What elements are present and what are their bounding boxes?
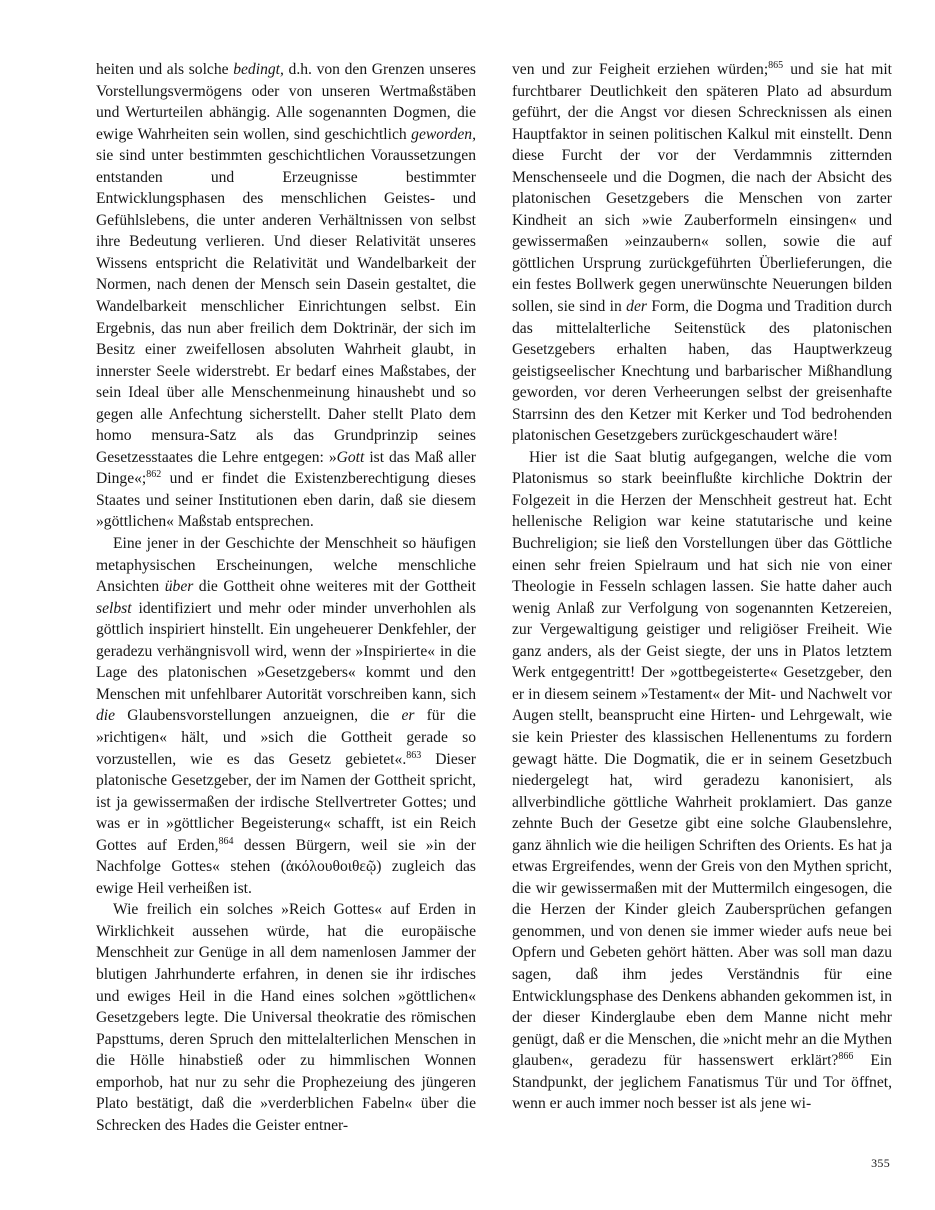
text-span: d.h. von den Grenzen unseres Vorstellungsvermögens oder von unseren Wertmaßstäben und Werturteilen abhängig. Alle sogenannten Dogmen, die ewige Wahrheiten sein wollen, sind geschichtlich [96,61,476,143]
text-span: für die »richtigen« hält, und »sich die Gottheit gerade so vorzustellen, wie es das Gesetz gebietet«. [96,707,476,768]
text-span: ven und zur Feigheit erziehen würden; [512,61,769,78]
emphasis: er [401,707,415,725]
page-number: 355 [871,1156,890,1170]
text-span: dessen Bürgern, weil sie »in der Nachfolge Gottes« stehen (ἀκόλουθοιθεῷ) zugleich das ewige Heil verheißen ist. [96,836,476,897]
text-span: Ein Standpunkt, der jeglichem Fanatismus Tür und Tor öffnet, wenn er auch immer noch besser ist als jene wi- [512,1052,892,1113]
left-column [96,59,476,1136]
emphasis: selbst [96,599,132,617]
footnote-ref: 862 [146,469,162,481]
text-span: sie sind unter bestimmten geschichtlichen Voraussetzungen entstanden und Erzeugnisse bestimmter Entwicklungsphasen des menschlichen Geistes- und Gefühlslebens, die unter anderen Verhältnissen von selbst ihre Bedeutung verlieren. Und dieser Relativität unseres Wissens entspricht die Relativität und Wandelbarkeit der Normen, nach denen der Mensch sein Dasein gestaltet, die Wandelbarkeit menschlicher Einrichtungen selbst. Ein Ergebnis, das nun aber freilich dem Doktrinär, der sich im Besitz einer zweifellosen absoluten Wahrheit glaubt, in innerster Seele widerstrebt. Er bedarf eines Maßstabes, der sein Ideal über alle Menschenmeinung hinaushebt und so gegen alle Anfechtung sicherstellt. Daher stellt Plato dem homo mensura-Satz als das Grundprinzip seines Gesetzesstaates die Lehre entgegen: » [96,147,476,466]
paragraph [96,59,476,533]
text-span: Eine jener in der Geschichte der Menschheit so häufigen metaphysischen Erscheinungen, welche menschliche Ansichten [96,535,476,596]
emphasis: geworden, [411,125,476,143]
paragraph [96,899,476,1136]
text-span: Glaubensvorstellungen anzueignen, die [115,707,402,725]
footnote-ref: 865 [768,60,784,71]
right-column [512,59,892,1115]
footnote-ref: 863 [406,749,422,761]
text-span: Dieser platonische Gesetzgeber, der im Namen der Gottheit spricht, ist ja gewissermaßen der irdische Stellvertreter Gottes; und was er in »göttlicher Begeisterung« schafft, ist ein Reich Gottes auf Erden, [96,750,476,854]
text-span: Hier ist die Saat blutig aufgegangen, welche die vom Platonismus so stark beeinflußte kirchliche Doktrin der Folgezeit in die Herzen der Menschheit gestreut hat. Echt hellenische Religion war keine statutarische und keine Buchreligion; sie ließ den Vorstellungen über das Göttliche einen sehr freien Spielraum und hat sich nie von einer Theologie in Fesseln schlagen lassen. Sie hatte daher auch wenig Anlaß zur Verfolgung von sogenannten Ketzereien, zur Vergewaltigung geistiger und religiöser Freiheit. Wie ganz anders, als der Geist siegte, der uns in Platos letztem Werk entgegentritt! Der »gottbegeisterte« Gesetzgeber, den er in diesem seinem »Testament« der Mit- und Nachwelt vor Augen stellt, beansprucht eine Hirten- und Lehrgewalt, wie sie kein Priester des klassischen Hellenentums zu fordern gewagt hätte. Die Dogmatik, die er in seinem Gesetzbuch niedergelegt hat, wird geradezu kanonisiert, als allverbindliche göttliche Wahrheit proklamiert. Das ganze zehnte Buch der Gesetze gibt eine solche Glaubenslehre, ganz ähnlich wie die heiligen Schriften des Orients. Es hat ja etwas Ergreifendes, wenn der Greis von den Mythen spricht, die wir gewissermaßen mit der Muttermilch eingesogen, die die Herzen der Kinder gleich Zaubersprüchen gefangen genommen, und von denen sie immer wieder aufs neue bei Opfern und Gebeten gehört hätten. Aber was soll man dazu sagen, daß ihm jedes Verständnis für eine Entwicklungsphase des Denkens abhanden gekommen ist, in der dieser Kinderglaube eben dem Manne nicht mehr genügt, daß er die Menschen, die »nicht mehr an die Mythen glauben«, geradezu für hassenswert erklärt? [512,448,892,1070]
emphasis: der [626,298,647,316]
text-span: Form, die Dogma und Tradition durch das mittelalterliche Seitenstück des platonischen Gesetzgebers erhalten haben, das Hauptwerkzeug geistigseelischer Knechtung und barbarischer Mißhandlung geworden, vor deren Verheerungen selbst der greisenhafte Starrsinn des den Ketzer mit Kerker und Tod bedrohenden platonischen Gesetzgebers zurückgeschaudert wäre! [512,298,892,445]
text-span: die Gottheit ohne weiteres mit der Gottheit [193,578,476,596]
text-span: Wie freilich ein solches »Reich Gottes« auf Erden in Wirklichkeit aussehen würde, hat die europäische Menschheit zur Genüge in all dem namenlosen Jammer der blutigen Jahrhunderte erfahren, in denen sie ihr irdisches und ewiges Heil in die Hand eines solchen »göttlichen« Gesetzgebers legte. Die Universal theokratie des römischen Papsttums, deren Spruch den mittelalterlichen Menschen in die Hölle hinabstieß oder zu himmlischen Wonnen emporhob, hat nur zu sehr die Prophezeiung des jüngeren Plato bestätigt, daß die »verderblichen Fabeln« über die Schrecken des Hades die Geister entner- [96,901,476,1134]
text-span: und er findet die Existenzberechtigung dieses Staates und seiner Institutionen eben darin, daß sie diesem »göttlichen« Maßstab entsprechen. [96,470,476,531]
text-span: identifiziert und mehr oder minder unverhohlen als göttlich inspiriert hinstellt. Ein ungeheuerer Denkfehler, der geradezu verhängnisvoll wird, wenn der »Inspirierte« in die Lage des platonischen »Gesetzgebers« kommt und den Menschen mit unfehlbarer Autorität vorschreiben kann, sich [96,599,476,703]
footnote-ref: 864 [218,835,234,847]
emphasis: bedingt, [233,61,284,78]
emphasis: Gott [336,448,365,466]
paragraph [96,533,476,899]
emphasis: über [164,578,194,596]
paragraph [512,447,892,1115]
text-span: ist das Maß aller Dinge«; [96,448,476,488]
footnote-ref: 866 [838,1051,854,1063]
emphasis: die [96,707,116,725]
text-span: heiten und als solche [96,61,234,78]
paragraph [512,59,892,447]
text-span: und sie hat mit furchtbarer Deutlichkeit den späteren Plato ad absurdum geführt, der die Angst vor diesen Schrecknissen als einen Hauptfaktor in seinen politischen Kalkul mit einstellt. Denn diese Furcht der vor der Verdammnis zitternden Menschenseele und die Dogmen, die nach der Absicht des platonischen Gesetzgebers die Menschen von zarter Kindheit an sich »wie Zauberformeln einsingen« und gewissermaßen »einzaubern« sollen, sowie die auf göttlichen Ursprung zurückgeführten Überlieferungen, die ein festes Bollwerk gegen unerwünschte Neuerungen bilden sollen, sie sind in [512,61,892,316]
